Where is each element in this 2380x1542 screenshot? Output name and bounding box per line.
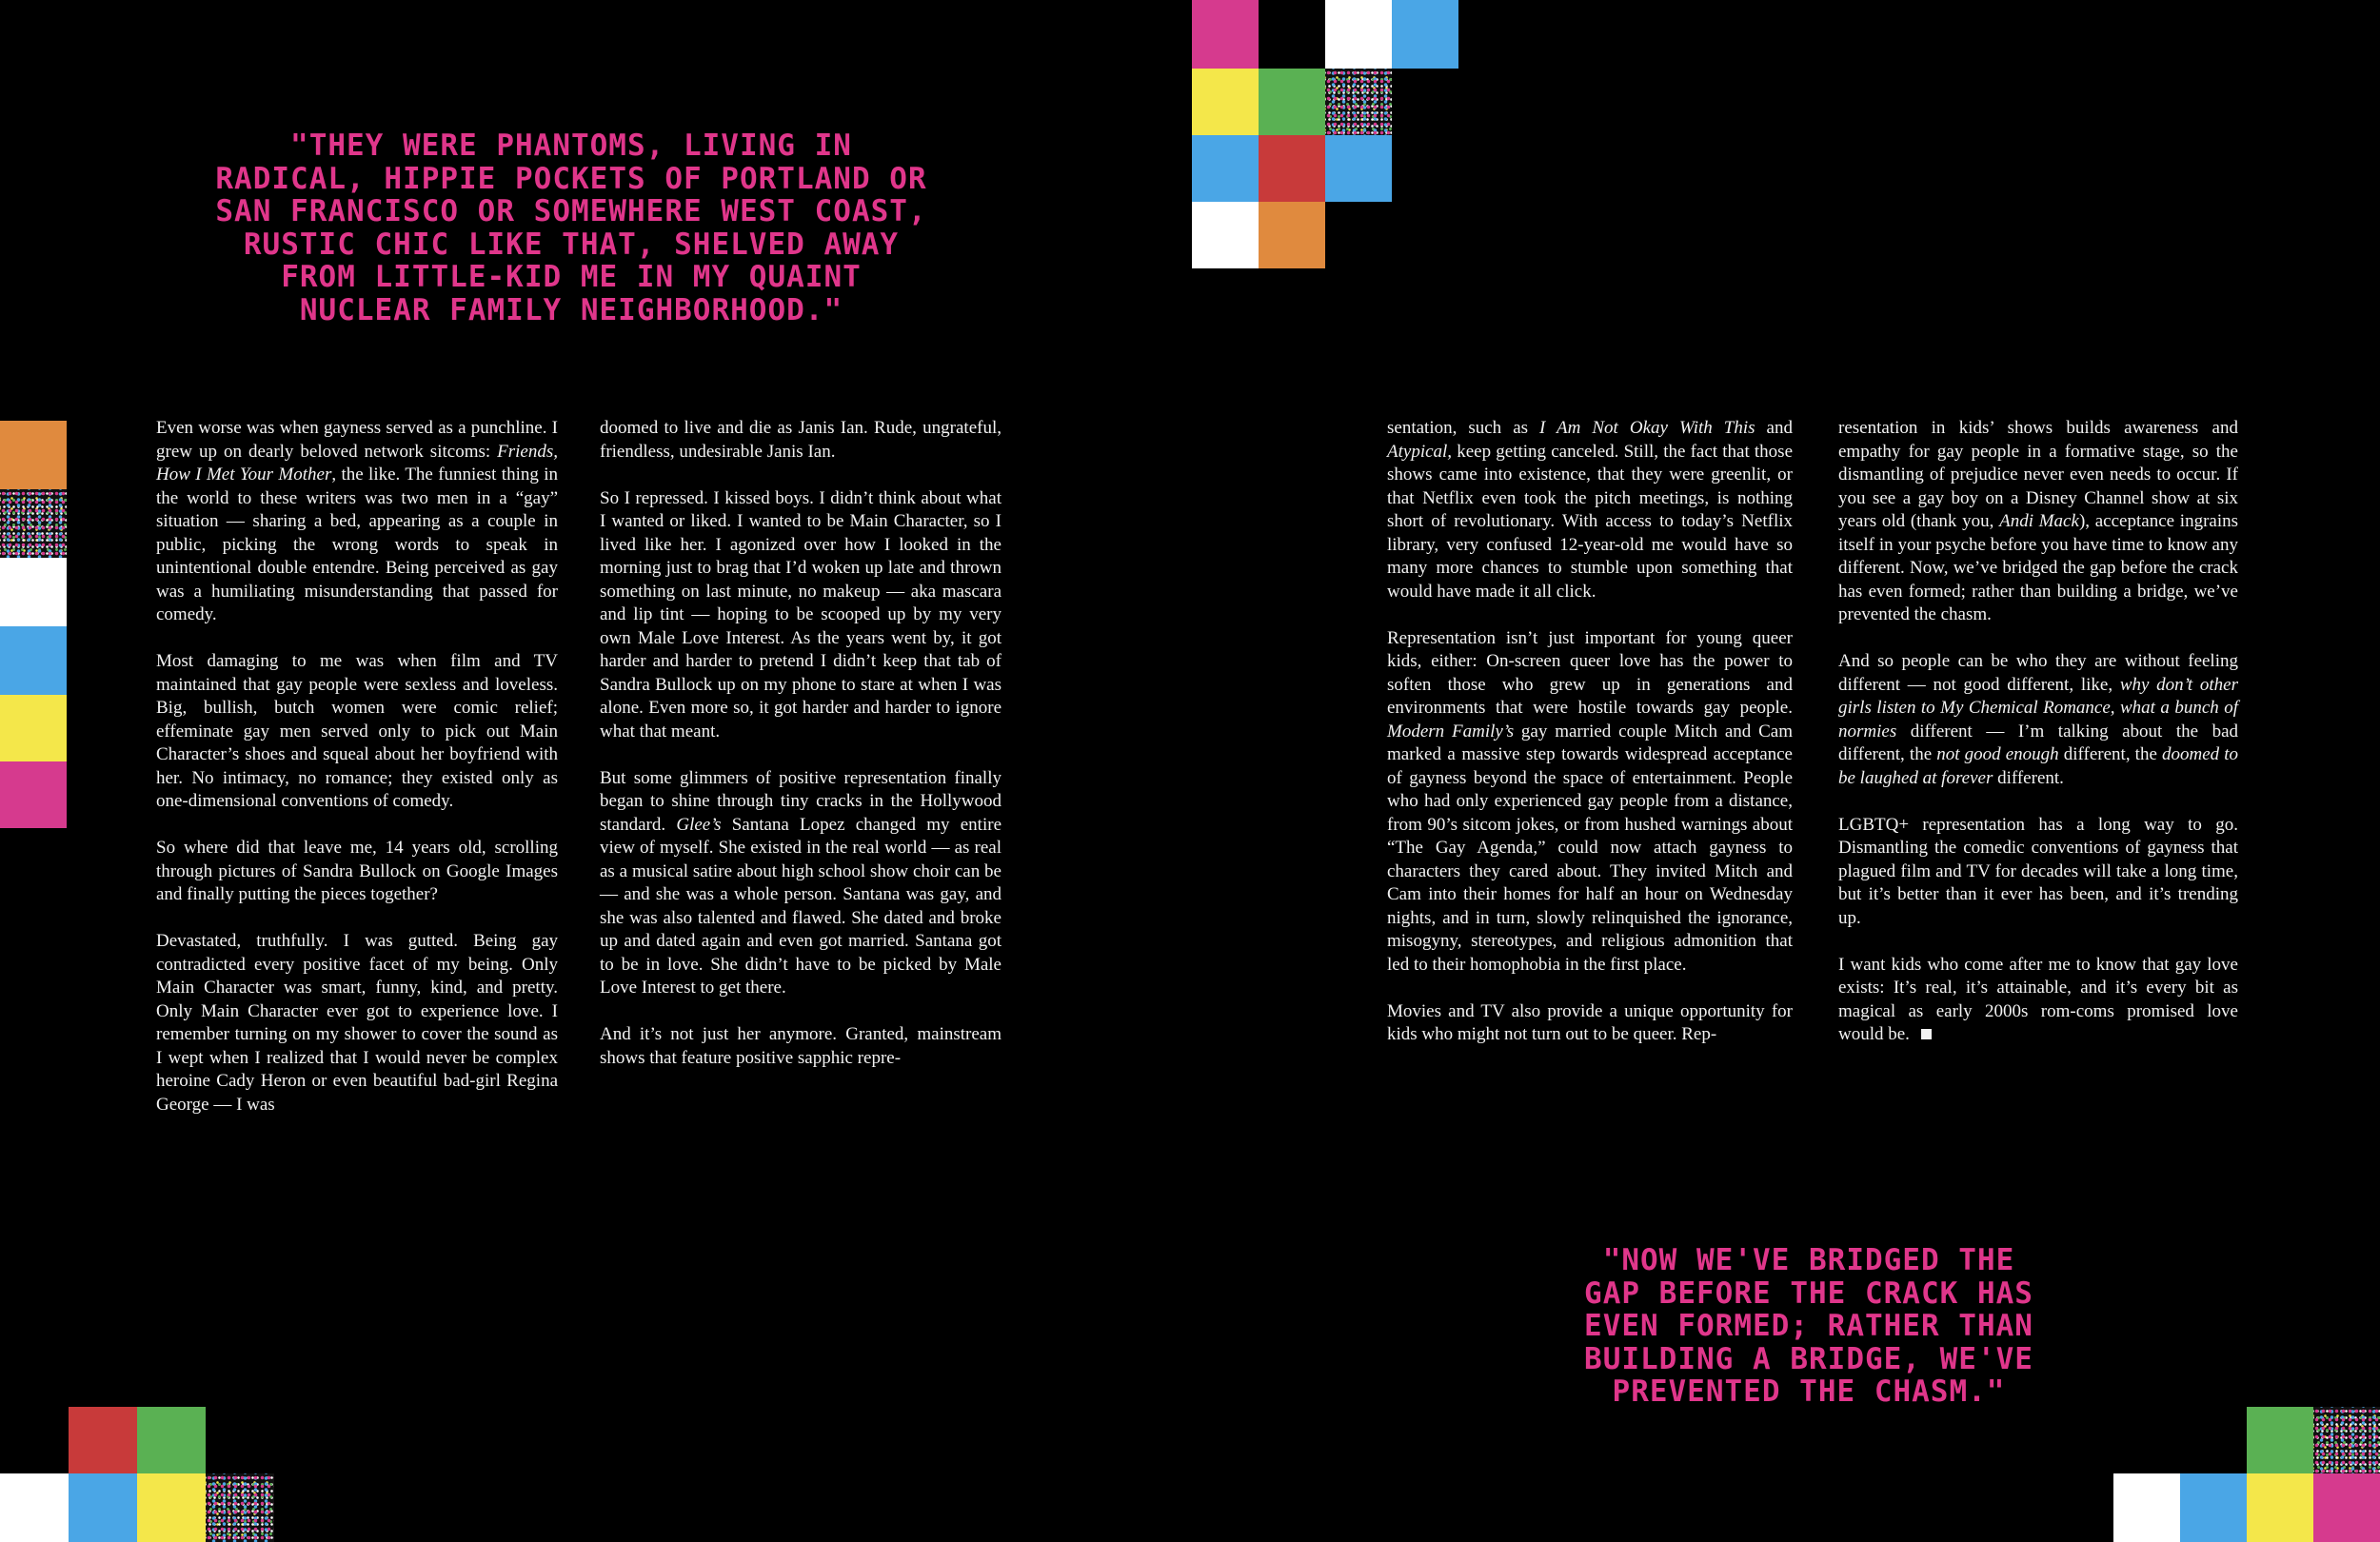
italic-title: Atypical, <box>1387 441 1453 462</box>
body-paragraph: doomed to live and die as Janis Ian. Rude, ungrateful, friendless, undesirable Janis Ian. <box>600 418 1002 462</box>
pixel-block <box>0 761 67 828</box>
body-paragraph <box>1838 954 2238 1047</box>
body-paragraph <box>1838 650 2238 790</box>
pull-quote-top: "THEY WERE PHANTOMS, LIVING IN RADICAL, HIPPIE POCKETS OF PORTLAND OR SAN FRANCISCO OR SOMEWHERE WEST COAST, RUSTIC CHIC LIKE THAT, SHELVED AWAY FROM LITTLE-KID ME IN MY QUAINT NUCLEAR FAMILY NEIGHBORHOOD." <box>215 128 927 327</box>
pixel-block <box>1192 0 1259 69</box>
pixel-block <box>1392 0 1458 69</box>
body-text: different. <box>1993 767 2064 788</box>
pixel-block <box>69 1407 137 1473</box>
pixel-block <box>1259 202 1325 268</box>
body-text: Even worse was when gayness served as a punchline. I grew up on dearly beloved network sitcoms: <box>156 418 558 462</box>
body-paragraph: LGBTQ+ representation has a long way to go. Dismantling the comedic conventions of gayness that plagued film and TV for decades will take a long time, but it’s better than it ever has been, and it’s trending up. <box>1838 814 2238 928</box>
pixel-block <box>2113 1473 2180 1542</box>
body-paragraph <box>156 417 558 627</box>
body-paragraph <box>1838 417 2238 627</box>
italic-emphasis: doomed to be laughed at forever <box>1838 744 2239 788</box>
body-text: gay married couple Mitch and Cam marked a massive step towards widespread acceptance of gayness beyond the space of entertainment. People who had only experienced gay people from a distance, from 90’s sitcom jokes, or from hushed warnings about “The Gay Agenda,” could now attach gayness to characters they cared about. They invited Mitch and Cam into their homes for half an hour on Wednesday nights, and in turn, slowly relinquished the ignorance, misogyny, stereotypes, and religious admonition that led to their homophobia in the first place. <box>1387 721 1794 975</box>
italic-emphasis: why don’t other girls listen to My Chemical Romance, what a bunch of normies <box>1838 674 2238 741</box>
italic-title: Glee’s <box>676 814 722 835</box>
pixel-block <box>0 626 67 695</box>
article-column-4 <box>1838 417 2238 1070</box>
pixel-block <box>137 1407 206 1473</box>
body-text: keep getting canceled. Still, the fact that those shows came into existence, that they were greenlit, or that Netflix even took the pitch meetings, is nothing short of revolutionary. With access to today’s Netflix library, very confused 12-year-old me would have so many more chances to stumble upon something that would have made it all click. <box>1387 441 1793 602</box>
pixel-block <box>2313 1473 2380 1542</box>
body-text: , the like. The funniest thing in the world to these writers was two men in a “gay” situation — sharing a bed, appearing as a couple in public, picking the wrong words to speak in unintentional double entendre. Being perceived as gay was a humiliating misunderstanding that passed for comedy. <box>156 465 558 624</box>
end-mark-icon <box>1921 1029 1932 1039</box>
body-paragraph <box>1387 627 1793 978</box>
body-text: different — I’m talking about the bad different, the <box>1838 721 2238 764</box>
italic-title: Andi Mack <box>1999 511 2079 531</box>
italic-title: Friends, How I Met Your Mother <box>156 441 558 484</box>
pixel-block <box>69 1473 137 1542</box>
body-paragraph: And it’s not just her anymore. Granted, mainstream shows that feature positive sapphic repre- <box>600 1024 1002 1068</box>
pixel-block <box>137 1473 206 1542</box>
pixel-block <box>2180 1473 2247 1542</box>
italic-title: I Am Not Okay With This <box>1539 418 1755 438</box>
body-text: sentation, such as <box>1387 418 1540 438</box>
body-text: resentation in kids’ shows builds awareness and empathy for gay people in a formative stage, so the dismantling of prejudice never even needs to occur. If you see a gay boy on a Disney Channel show at six years old (thank you, <box>1838 418 2238 531</box>
pixel-block <box>0 558 67 626</box>
pixel-block <box>2247 1473 2313 1542</box>
pixel-block <box>2313 1407 2380 1473</box>
body-paragraph: Most damaging to me was when film and TV maintained that gay people were sexless and loveless. Big, bullish, butch women were comic relief; effeminate gay men served only to pick out Main Character’s shoes and squeal about her boyfriend with her. No intimacy, no romance; they existed only as one-dimensional conventions of comedy. <box>156 651 558 811</box>
body-paragraph <box>1387 417 1793 603</box>
pixel-block <box>1259 135 1325 202</box>
pixel-block <box>1192 135 1259 202</box>
article-column-1 <box>156 417 558 1140</box>
body-text: different, the <box>2058 744 2162 764</box>
pixel-block <box>1192 202 1259 268</box>
pixel-block <box>0 489 67 558</box>
pixel-block <box>1325 135 1392 202</box>
article-column-2 <box>600 417 1002 1094</box>
body-text: and <box>1755 418 1793 438</box>
body-text: I want kids who come after me to know that gay love exists: It’s real, it’s attainable, and it’s every bit as magical as early 2000s rom-coms promised love would be. <box>1838 954 2238 1044</box>
body-text: Representation isn’t just important for young queer kids, either: On-screen queer love has the power to soften those who grew up in generations and environments that were hostile towards gay people. <box>1387 627 1793 718</box>
body-paragraph: So where did that leave me, 14 years old, scrolling through pictures of Sandra Bullock on Google Images and finally putting the pieces together? <box>156 838 558 904</box>
body-paragraph: So I repressed. I kissed boys. I didn’t think about what I wanted or liked. I wanted to be Main Character, so I lived like her. I agonized over how I looked in the morning just to brag that I’d woken up late and thrown something on last minute, no makeup — aka mascara and lip tint — hoping to be scooped up by my very own Male Love Interest. As the years went by, it got harder and harder to pretend I didn’t keep that tab of Sandra Bullock up on my phone to stare at when I was alone. Even more so, it got harder and harder to ignore what that meant. <box>600 487 1002 741</box>
body-text: And so people can be who they are without feeling different — not good different, like, <box>1838 651 2238 695</box>
body-text: Santana Lopez changed my entire view of myself. She existed in the real world — as real as a musical satire about high school show choir can be — and she was a whole person. Santana was gay, and she was also talented and flawed. She dated and broke up and dated again and even got married. Santana got to be in love. She didn’t have to be picked by Male Love Interest to get there. <box>600 814 1002 998</box>
pixel-block <box>0 695 67 761</box>
body-text: ), acceptance ingrains itself in your psyche before you have time to know any different. Now, we’ve bridged the gap before the crack has even formed; rather than building a bridge, we’ve prevented the chasm. <box>1838 511 2239 624</box>
body-text: But some glimmers of positive representation finally began to shine through tiny cracks in the Hollywood standard. <box>600 767 1002 835</box>
pull-quote-bottom: "NOW WE'VE BRIDGED THE GAP BEFORE THE CRACK HAS EVEN FORMED; RATHER THAN BUILDING A BRIDGE, WE'VE PREVENTED THE CHASM." <box>1584 1243 2033 1409</box>
body-paragraph: Devastated, truthfully. I was gutted. Being gay contradicted every positive facet of my being. Only Main Character was smart, funny, kind, and pretty. Only Main Character ever got to experience love. I remember turning on my shower to cover the sound as I wept when I realized that I would never be complex heroine Cady Heron or even beautiful bad-girl Regina George — I was <box>156 931 558 1115</box>
italic-emphasis: not good enough <box>1936 744 2059 764</box>
pixel-block <box>0 1473 69 1542</box>
pixel-block <box>1192 69 1259 135</box>
pixel-block <box>2247 1407 2313 1473</box>
pixel-block <box>1325 0 1392 69</box>
body-paragraph: Movies and TV also provide a unique opportunity for kids who might not turn out to be queer. Rep- <box>1387 1000 1793 1044</box>
pixel-block <box>0 421 67 489</box>
pixel-block <box>206 1473 274 1542</box>
pixel-block <box>1259 69 1325 135</box>
article-column-3 <box>1387 417 1793 1070</box>
body-paragraph <box>600 767 1002 1000</box>
italic-title: Modern Family’s <box>1387 721 1515 741</box>
pixel-block <box>1325 69 1392 135</box>
